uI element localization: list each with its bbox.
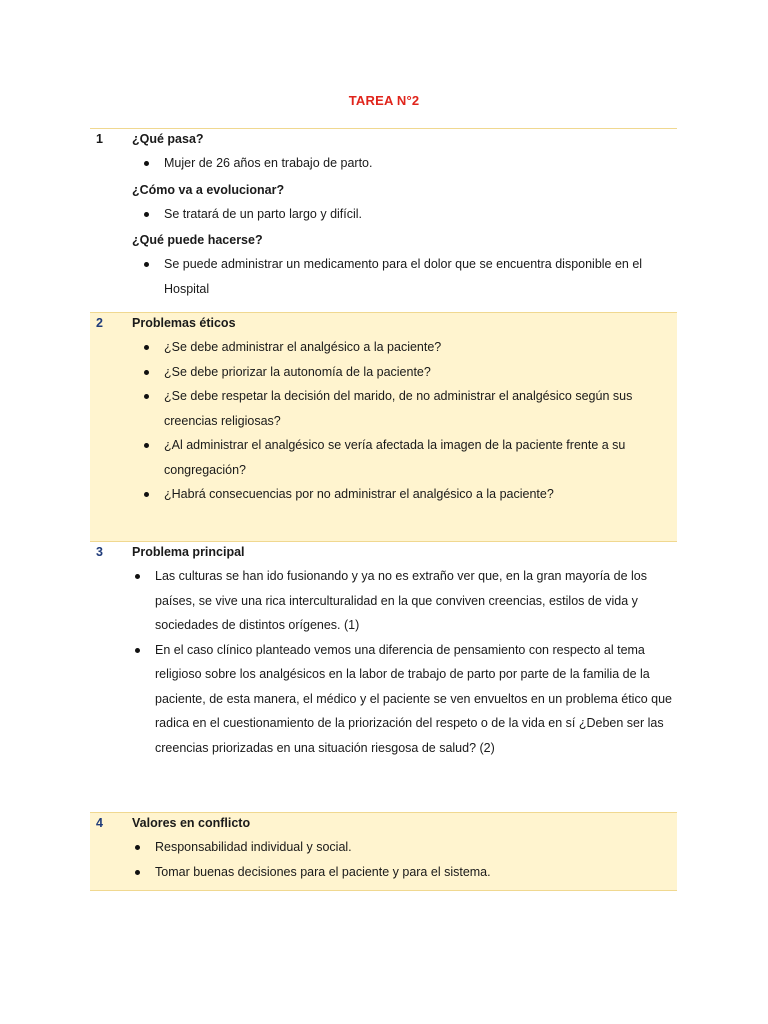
- section-row-1: [90, 128, 677, 312]
- list-item: [132, 335, 677, 360]
- bullet-icon: [144, 394, 149, 399]
- list-item-text: ¿Se debe administrar el analgésico a la paciente?: [164, 340, 442, 354]
- list-item: [132, 151, 677, 176]
- list-item-text: Tomar buenas decisiones para el paciente y para el sistema.: [155, 864, 491, 879]
- section-number: 4: [96, 816, 103, 830]
- bullet-icon: [144, 161, 149, 166]
- list-item: [132, 360, 677, 385]
- list-item-text: Se puede administrar un medicamento para el dolor que se encuentra disponible en el Hospital: [164, 257, 643, 296]
- bullet-list: [132, 252, 677, 301]
- list-item: [132, 433, 677, 482]
- section-number: 2: [96, 316, 103, 330]
- list-item-text: Mujer de 26 años en trabajo de parto.: [164, 156, 373, 170]
- bullet-list: [132, 151, 677, 176]
- section-row-4: [90, 812, 677, 891]
- section-body: [132, 131, 677, 301]
- list-item: [132, 252, 677, 301]
- bullet-icon: [144, 345, 149, 350]
- list-item-text: Las culturas se han ido fusionando y ya no es extraño ver que, en la gran mayoría de los países, se vive una rica interculturalidad en la que conviven creencias, estilos de vida y sociedades de distintos orígenes. (1): [155, 569, 647, 632]
- section-row-3: [90, 541, 677, 812]
- section-number: 1: [96, 132, 103, 146]
- bullet-icon: [135, 574, 140, 579]
- list-item-text: ¿Se debe respetar la decisión del marido, de no administrar el analgésico según sus creencias religiosas?: [164, 389, 633, 428]
- question-heading: ¿Qué pasa?: [132, 132, 204, 146]
- bullet-icon: [144, 492, 149, 497]
- bullet-icon: [135, 845, 140, 850]
- bullet-icon: [144, 262, 149, 267]
- question-heading: ¿Qué puede hacerse?: [132, 233, 263, 247]
- section-body: [132, 315, 677, 507]
- list-item-text: ¿Al administrar el analgésico se vería afectada la imagen de la paciente frente a su congregación?: [164, 438, 626, 477]
- content-table: [90, 128, 677, 891]
- list-item-text: ¿Se debe priorizar la autonomía de la paciente?: [164, 364, 431, 379]
- section-heading: Problema principal: [132, 545, 245, 559]
- list-item-text: Responsabilidad individual y social.: [155, 840, 352, 854]
- list-item: [132, 482, 677, 507]
- bullet-list: [132, 835, 677, 884]
- list-item: [132, 202, 677, 227]
- section-heading: Valores en conflicto: [132, 816, 251, 830]
- list-item-text: ¿Habrá consecuencias por no administrar el analgésico a la paciente?: [164, 487, 554, 501]
- list-item: [132, 860, 677, 885]
- section-number: 3: [96, 545, 103, 559]
- list-item: [132, 564, 677, 638]
- list-item: [132, 384, 677, 433]
- bullet-list: [132, 564, 677, 760]
- bullet-list: [132, 202, 677, 227]
- list-item-text: En el caso clínico planteado vemos una diferencia de pensamiento con respecto al tema religioso sobre los analgésicos en la labor de trabajo de parto por parte de la familia de la paciente, de esta manera, el médico y el paciente se ven envueltos en un problema ético que radica en el cuestionamiento de la priorización del respeto o de la vida en sí ¿Deben ser las creencias priorizadas en una situación riesgosa de salud? (2): [155, 642, 672, 755]
- bullet-icon: [135, 870, 140, 875]
- question-heading: ¿Cómo va a evolucionar?: [132, 182, 285, 197]
- section-heading: Problemas éticos: [132, 316, 236, 330]
- bullet-list: [132, 335, 677, 507]
- bullet-icon: [135, 648, 140, 653]
- section-body: [132, 815, 677, 884]
- section-row-2: [90, 312, 677, 541]
- section-body: [132, 544, 677, 760]
- list-item: [132, 638, 677, 761]
- page-title: TAREA N°2: [348, 93, 420, 108]
- bullet-icon: [144, 212, 149, 217]
- list-item: [132, 835, 677, 860]
- bullet-icon: [144, 370, 149, 375]
- bullet-icon: [144, 443, 149, 448]
- list-item-text: Se tratará de un parto largo y difícil.: [164, 206, 363, 221]
